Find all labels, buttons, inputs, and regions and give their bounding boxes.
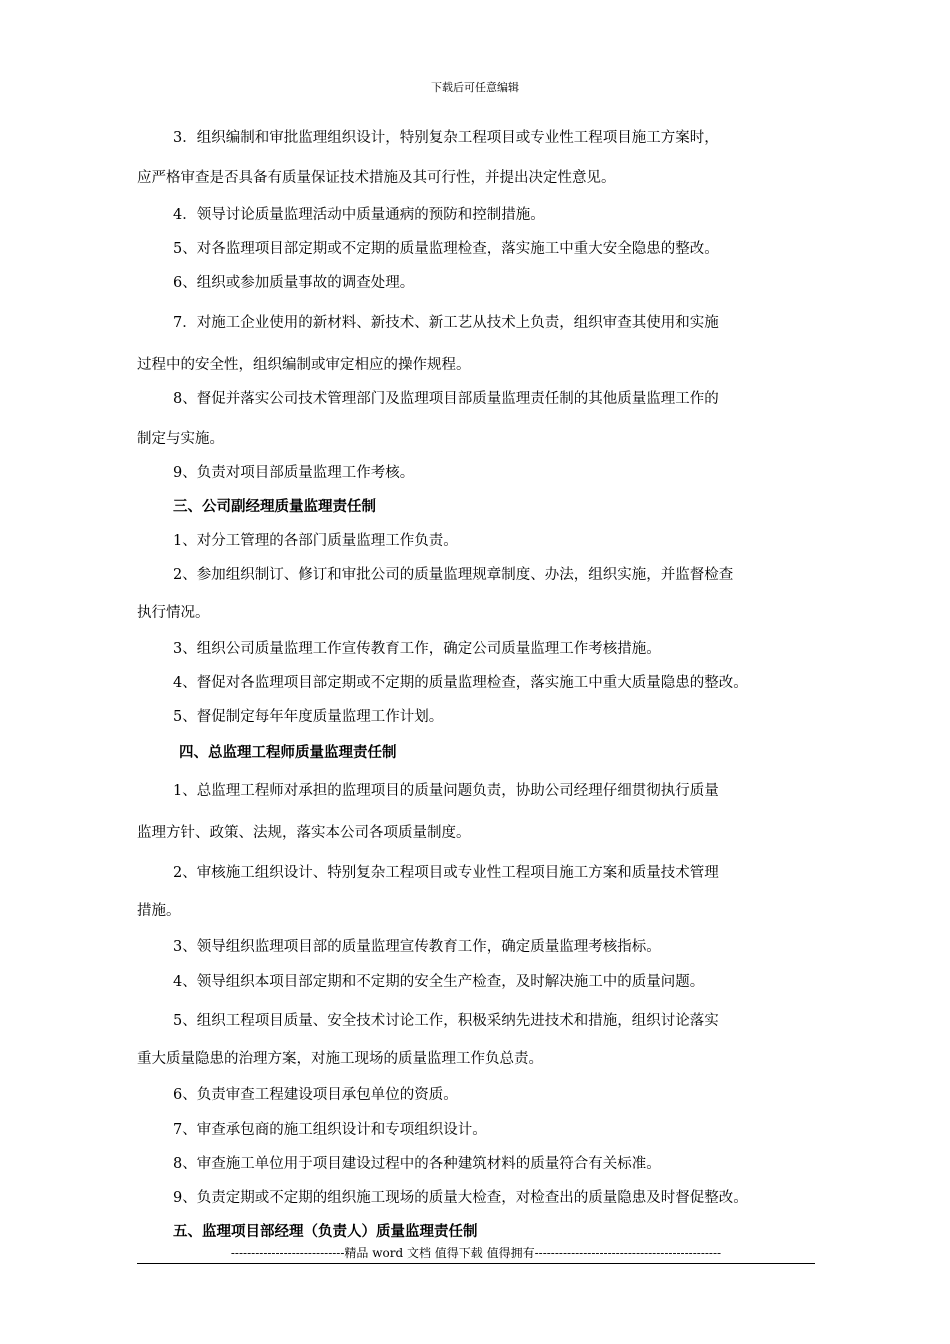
section-heading: 四、总监理工程师质量监理责任制: [179, 744, 397, 761]
paragraph-line: 7．对施工企业使用的新材料、新技术、新工艺从技术上负责，组织审查其使用和实施: [173, 315, 719, 331]
paragraph-line: 9、负责对项目部质量监理工作考核。: [173, 465, 415, 481]
paragraph-line: 执行情况。: [137, 605, 210, 621]
paragraph-line: 8、督促并落实公司技术管理部门及监理项目部质量监理责任制的其他质量监理工作的: [173, 391, 719, 407]
paragraph-line: 6、组织或参加质量事故的调查处理。: [173, 275, 415, 291]
paragraph-line: 措施。: [137, 903, 181, 919]
paragraph-line: 4、督促对各监理项目部定期或不定期的质量监理检查，落实施工中重大质量隐患的整改。: [173, 675, 748, 691]
paragraph-line: 5、对各监理项目部定期或不定期的质量监理检查，落实施工中重大安全隐患的整改。: [173, 241, 719, 257]
paragraph-line: 3、组织公司质量监理工作宣传教育工作，确定公司质量监理工作考核措施。: [173, 641, 661, 657]
paragraph-line: 2、参加组织制订、修订和审批公司的质量监理规章制度、办法，组织实施，并监督检查: [173, 567, 734, 583]
paragraph-line: 7、审查承包商的施工组织设计和专项组织设计。: [173, 1122, 487, 1138]
paragraph-line: 8、审查施工单位用于项目建设过程中的各种建筑材料的质量符合有关标准。: [173, 1156, 661, 1172]
paragraph-line: 应严格审查是否具备有质量保证技术措施及其可行性，并提出决定性意见。: [137, 170, 616, 186]
paragraph-line: 3、领导组织监理项目部的质量监理宣传教育工作，确定质量监理考核指标。: [173, 939, 661, 955]
paragraph-line: 5、督促制定每年年度质量监理工作计划。: [173, 709, 444, 725]
paragraph-line: 6、负责审查工程建设项目承包单位的资质。: [173, 1087, 458, 1103]
paragraph-line: 4．领导讨论质量监理活动中质量通病的预防和控制措施。: [173, 207, 545, 223]
page-header: 下载后可任意编辑: [431, 81, 519, 94]
paragraph-line: 监理方针、政策、法规，落实本公司各项质量制度。: [137, 825, 471, 841]
paragraph-line: 制定与实施。: [137, 431, 224, 447]
paragraph-line: 3．组织编制和审批监理组织设计，特别复杂工程项目或专业性工程项目施工方案时，: [173, 130, 719, 146]
paragraph-line: 9、负责定期或不定期的组织施工现场的质量大检查，对检查出的质量隐患及时督促整改。: [173, 1190, 748, 1206]
section-heading: 三、公司副经理质量监理责任制: [173, 498, 376, 515]
document-body: [137, 127, 827, 1243]
paragraph-line: 2、审核施工组织设计、特别复杂工程项目或专业性工程项目施工方案和质量技术管理: [173, 865, 719, 881]
paragraph-line: 1、对分工管理的各部门质量监理工作负责。: [173, 533, 458, 549]
paragraph-line: 1、总监理工程师对承担的监理项目的质量问题负责，协助公司经理仔细贯彻执行质量: [173, 783, 719, 799]
paragraph-line: 重大质量隐患的治理方案，对施工现场的质量监理工作负总责。: [137, 1051, 543, 1067]
section-heading: 五、监理项目部经理（负责人）质量监理责任制: [173, 1223, 478, 1240]
paragraph-line: 过程中的安全性，组织编制或审定相应的操作规程。: [137, 357, 471, 373]
page-footer: ----------------------------精品 word 文档 值得下载 值得拥有----------------------------------------------: [230, 1246, 722, 1260]
paragraph-line: 4、领导组织本项目部定期和不定期的安全生产检查，及时解决施工中的质量问题。: [173, 974, 705, 990]
footer-rule: [137, 1263, 815, 1264]
paragraph-line: 5、组织工程项目质量、安全技术讨论工作，积极采纳先进技术和措施，组织讨论落实: [173, 1013, 719, 1029]
